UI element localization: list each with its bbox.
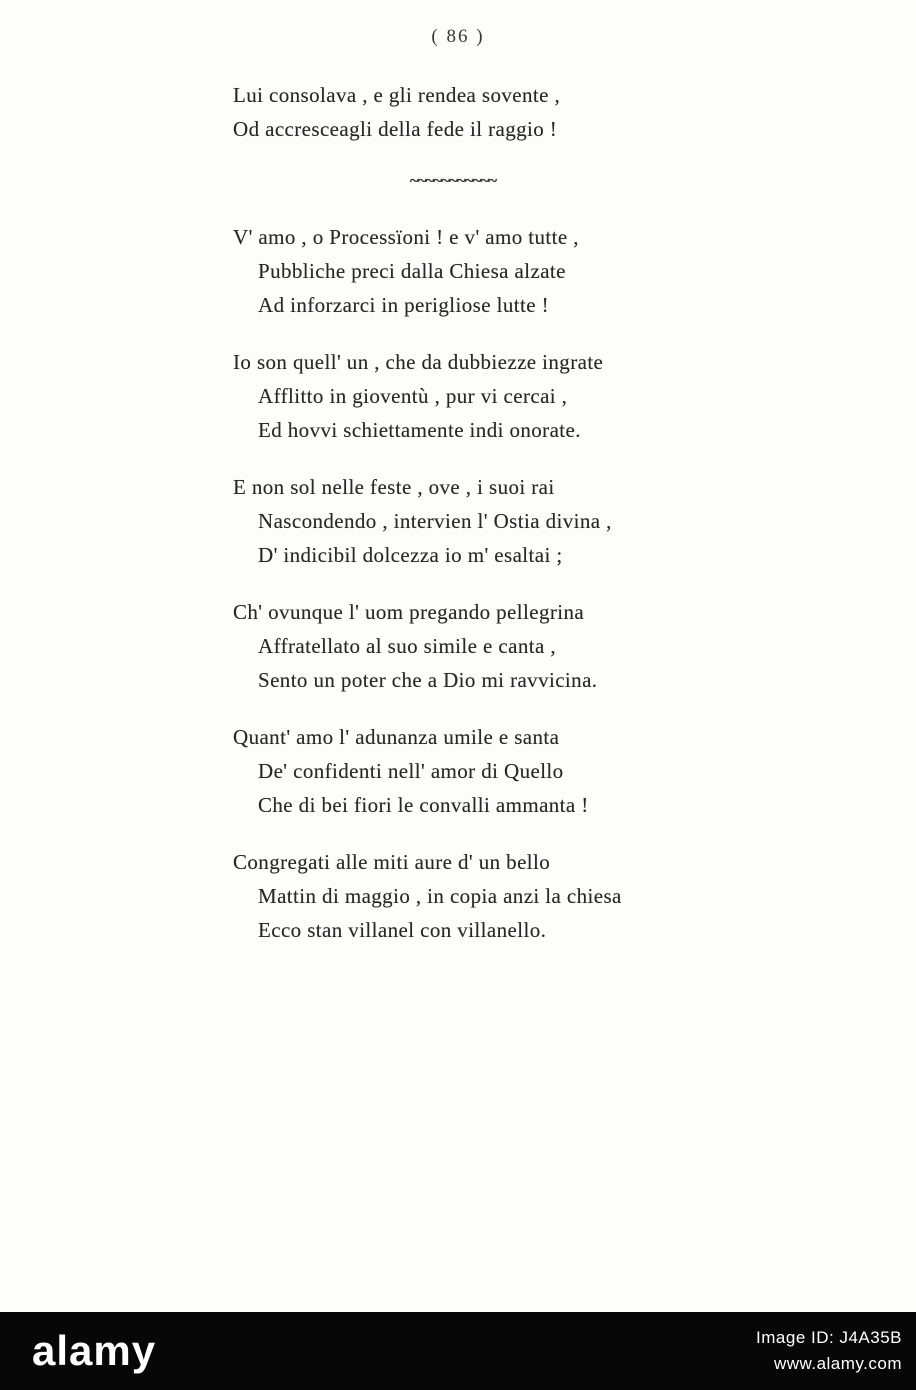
stanza	[233, 220, 793, 322]
alamy-watermark-bar	[0, 1312, 916, 1390]
stanza	[233, 470, 793, 572]
verse-line: Lui consolava , e gli rendea sovente ,	[233, 83, 561, 107]
verse-line: Od accresceagli della fede il raggio !	[233, 117, 558, 141]
verse-line: D' indicibil dolcezza io m' esaltai ;	[258, 543, 563, 567]
verse-line: Che di bei fiori le convalli ammanta !	[258, 793, 589, 817]
stanza	[233, 845, 793, 947]
verse-line: Ed hovvi schiettamente indi onorate.	[258, 418, 581, 442]
wavy-divider-ornament: ~~~~~~~~~~~	[409, 171, 497, 190]
couplet-stanza	[233, 78, 793, 146]
verse-line: Io son quell' un , che da dubbiezze ingrate	[233, 350, 604, 374]
verse-line: De' confidenti nell' amor di Quello	[258, 759, 564, 783]
stanza	[233, 595, 793, 697]
poem-body	[233, 78, 793, 970]
alamy-url: www.alamy.com	[773, 1354, 902, 1373]
verse-line: Sento un poter che a Dio mi ravvicina.	[258, 668, 598, 692]
verse-line: Quant' amo l' adunanza umile e santa	[233, 725, 560, 749]
verse-line: Congregati alle miti aure d' un bello	[233, 850, 551, 874]
image-id-label: Image ID: J4A35B	[756, 1328, 902, 1347]
alamy-logo: alamy	[32, 1327, 157, 1374]
verse-line: Ad inforzarci in perigliose lutte !	[258, 293, 549, 317]
watermark-meta	[756, 1325, 916, 1377]
verse-line: Affratellato al suo simile e canta ,	[258, 634, 556, 658]
verse-line: Ch' ovunque l' uom pregando pellegrina	[233, 600, 585, 624]
verse-line: V' amo , o Processïoni ! e v' amo tutte ,	[233, 225, 579, 249]
stanza	[233, 345, 793, 447]
verse-line: Afflitto in gioventù , pur vi cercai ,	[258, 384, 568, 408]
stanza	[233, 720, 793, 822]
page-number: ( 86 )	[431, 26, 485, 47]
verse-line: Ecco stan villanel con villanello.	[258, 918, 547, 942]
verse-line: E non sol nelle feste , ove , i suoi rai	[233, 475, 555, 499]
verse-line: Pubbliche preci dalla Chiesa alzate	[258, 259, 566, 283]
verse-line: Nascondendo , intervien l' Ostia divina ,	[258, 509, 612, 533]
verse-line: Mattin di maggio , in copia anzi la chiesa	[258, 884, 622, 908]
